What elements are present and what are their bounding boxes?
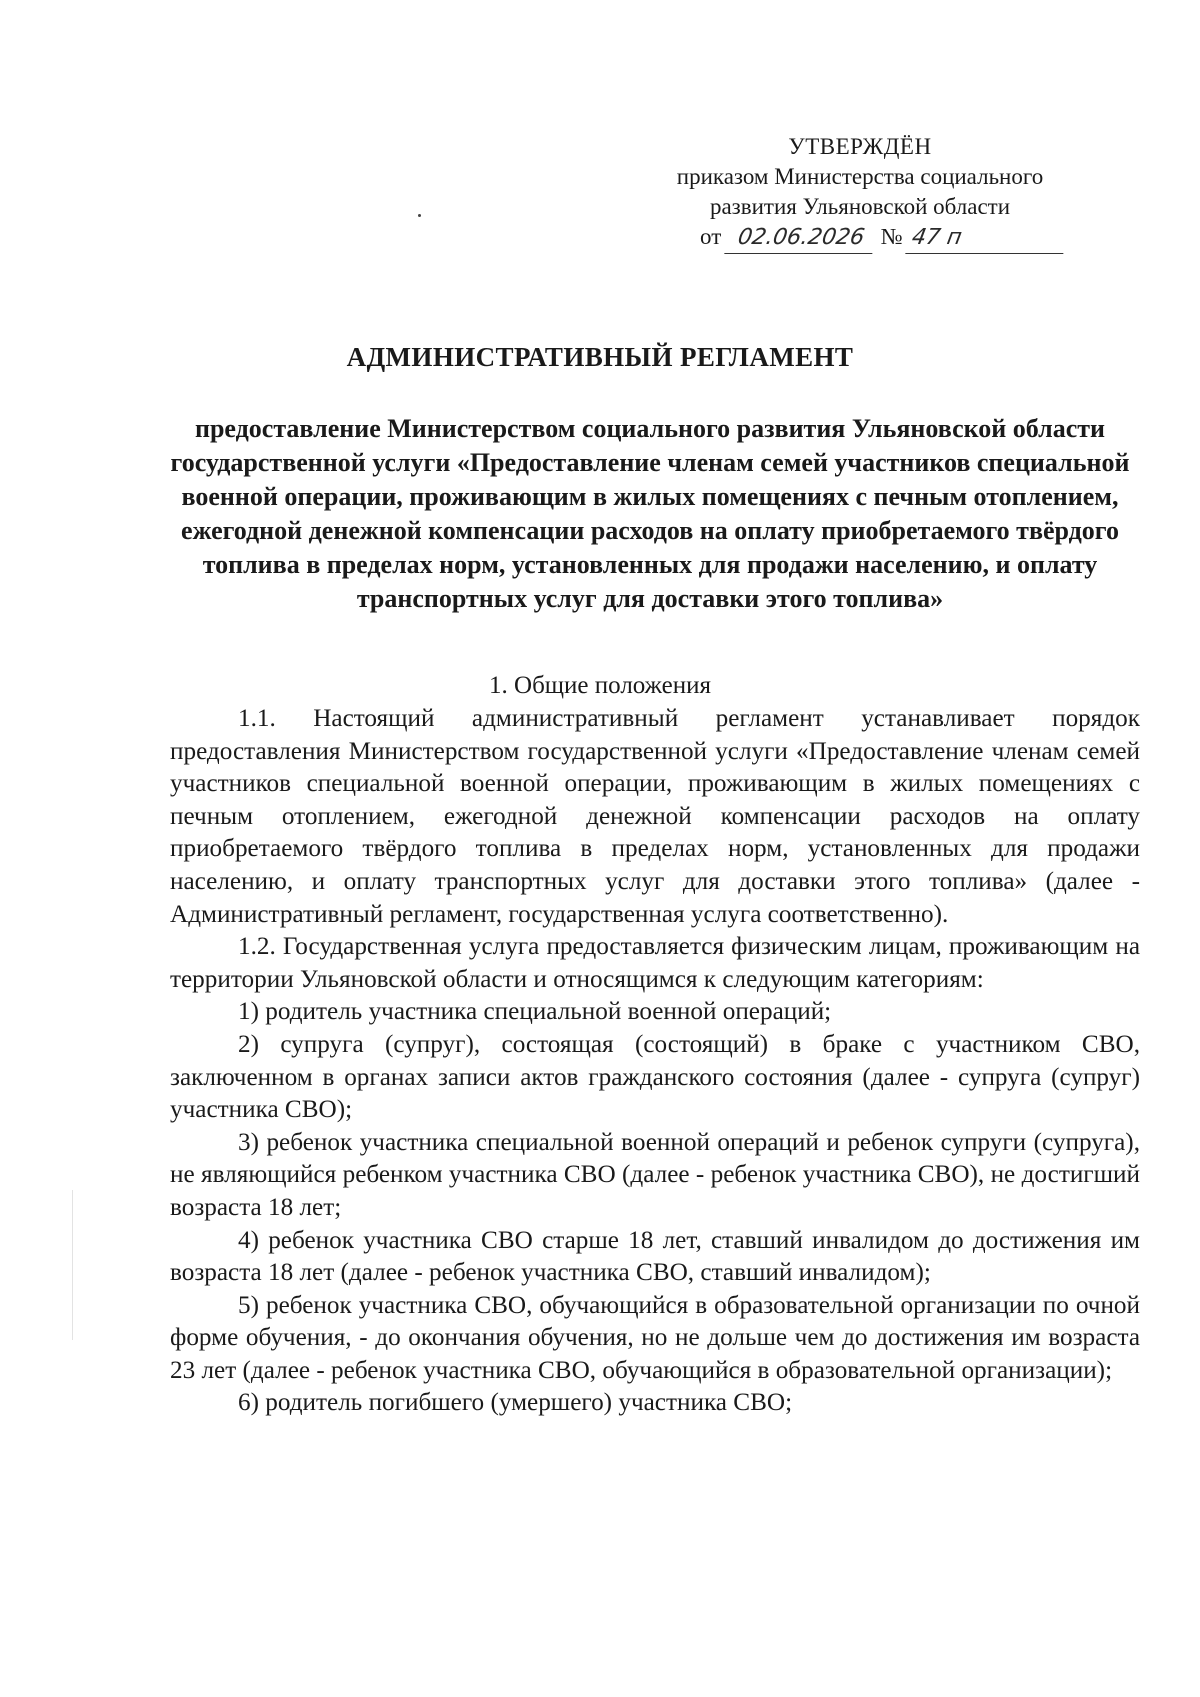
document-title: АДМИНИСТРАТИВНЫЙ РЕГЛАМЕНТ — [346, 342, 854, 372]
order-number: 47 п — [906, 223, 1069, 254]
list-item: 3) ребенок участника специальной военной операций и ребенок супруги (супруга), не являющийся ребенком участника СВО (далее - ребенок участника СВО), не достигший возраста 18 лет; — [170, 1128, 1140, 1221]
approval-heading: УТВЕРЖДЁН — [788, 134, 932, 159]
paragraph: 1.2. Государственная услуга предоставляется физическим лицам, проживающим на территории Ульяновской области и относящимся к следующим категориям: — [170, 933, 1140, 993]
list-item: 4) ребенок участника СВО старше 18 лет, ставший инвалидом до достижения им возраста 18 лет (далее - ребенок участника СВО, ставший инвалидом); — [170, 1226, 1140, 1287]
approval-block — [640, 132, 1080, 254]
number-label: № — [880, 224, 903, 249]
scan-dot — [418, 214, 421, 217]
list-item: 2) супруга (супруг), состоящая (состоящий) в браке с участником СВО, заключенном в органах записи актов гражданского состояния (далее - супруга (супруг) участника СВО); — [170, 1030, 1140, 1124]
approval-line-1: приказом Министерства социального — [676, 164, 1044, 189]
list-item: 1) родитель участника специальной военной операций; — [238, 998, 832, 1026]
order-date: 02.06.2026 — [724, 223, 877, 254]
list-item: 6) родитель погибшего (умершего) участника СВО; — [238, 1389, 793, 1417]
section-body — [170, 703, 1140, 1420]
from-label: от — [700, 224, 722, 249]
approval-line-2: развития Ульяновской области — [709, 194, 1011, 219]
document-subtitle: предоставление Министерством социального развития Ульяновской области государственной услуги «Предоставление членам семей участников специальной военной операции, проживающим в жилых помещениях с печным отоплением, ежегодной денежной компенсации расходов на оплату приобретаемого твёрдого топлива в пределах норм, установленных для продажи населению, и оплату транспортных услуг для доставки этого топлива» — [170, 414, 1130, 613]
list-item: 5) ребенок участника СВО, обучающийся в образовательной организации по очной форме обучения, - до окончания обучения, но не дольше чем до достижения им возраста 23 лет (далее - ребенок участника СВО, обучающийся в образовательной организации); — [170, 1291, 1140, 1384]
scan-margin-line — [72, 1190, 73, 1340]
paragraph: 1.1. Настоящий административный регламент устанавливает порядок предоставления Министерством государственной услуги «Предоставление членам семей участников специальной военной операции, проживающим в жилых помещениях с печным отоплением, ежегодной денежной компенсации расходов на оплату приобретаемого твёрдого топлива в пределах норм, установленных для продажи населению, и оплату транспортных услуг для доставки этого топлива» (далее - Административный регламент, государственная услуга соответственно). — [170, 705, 1140, 928]
section-heading: 1. Общие положения — [489, 672, 711, 699]
order-line — [640, 222, 1080, 254]
